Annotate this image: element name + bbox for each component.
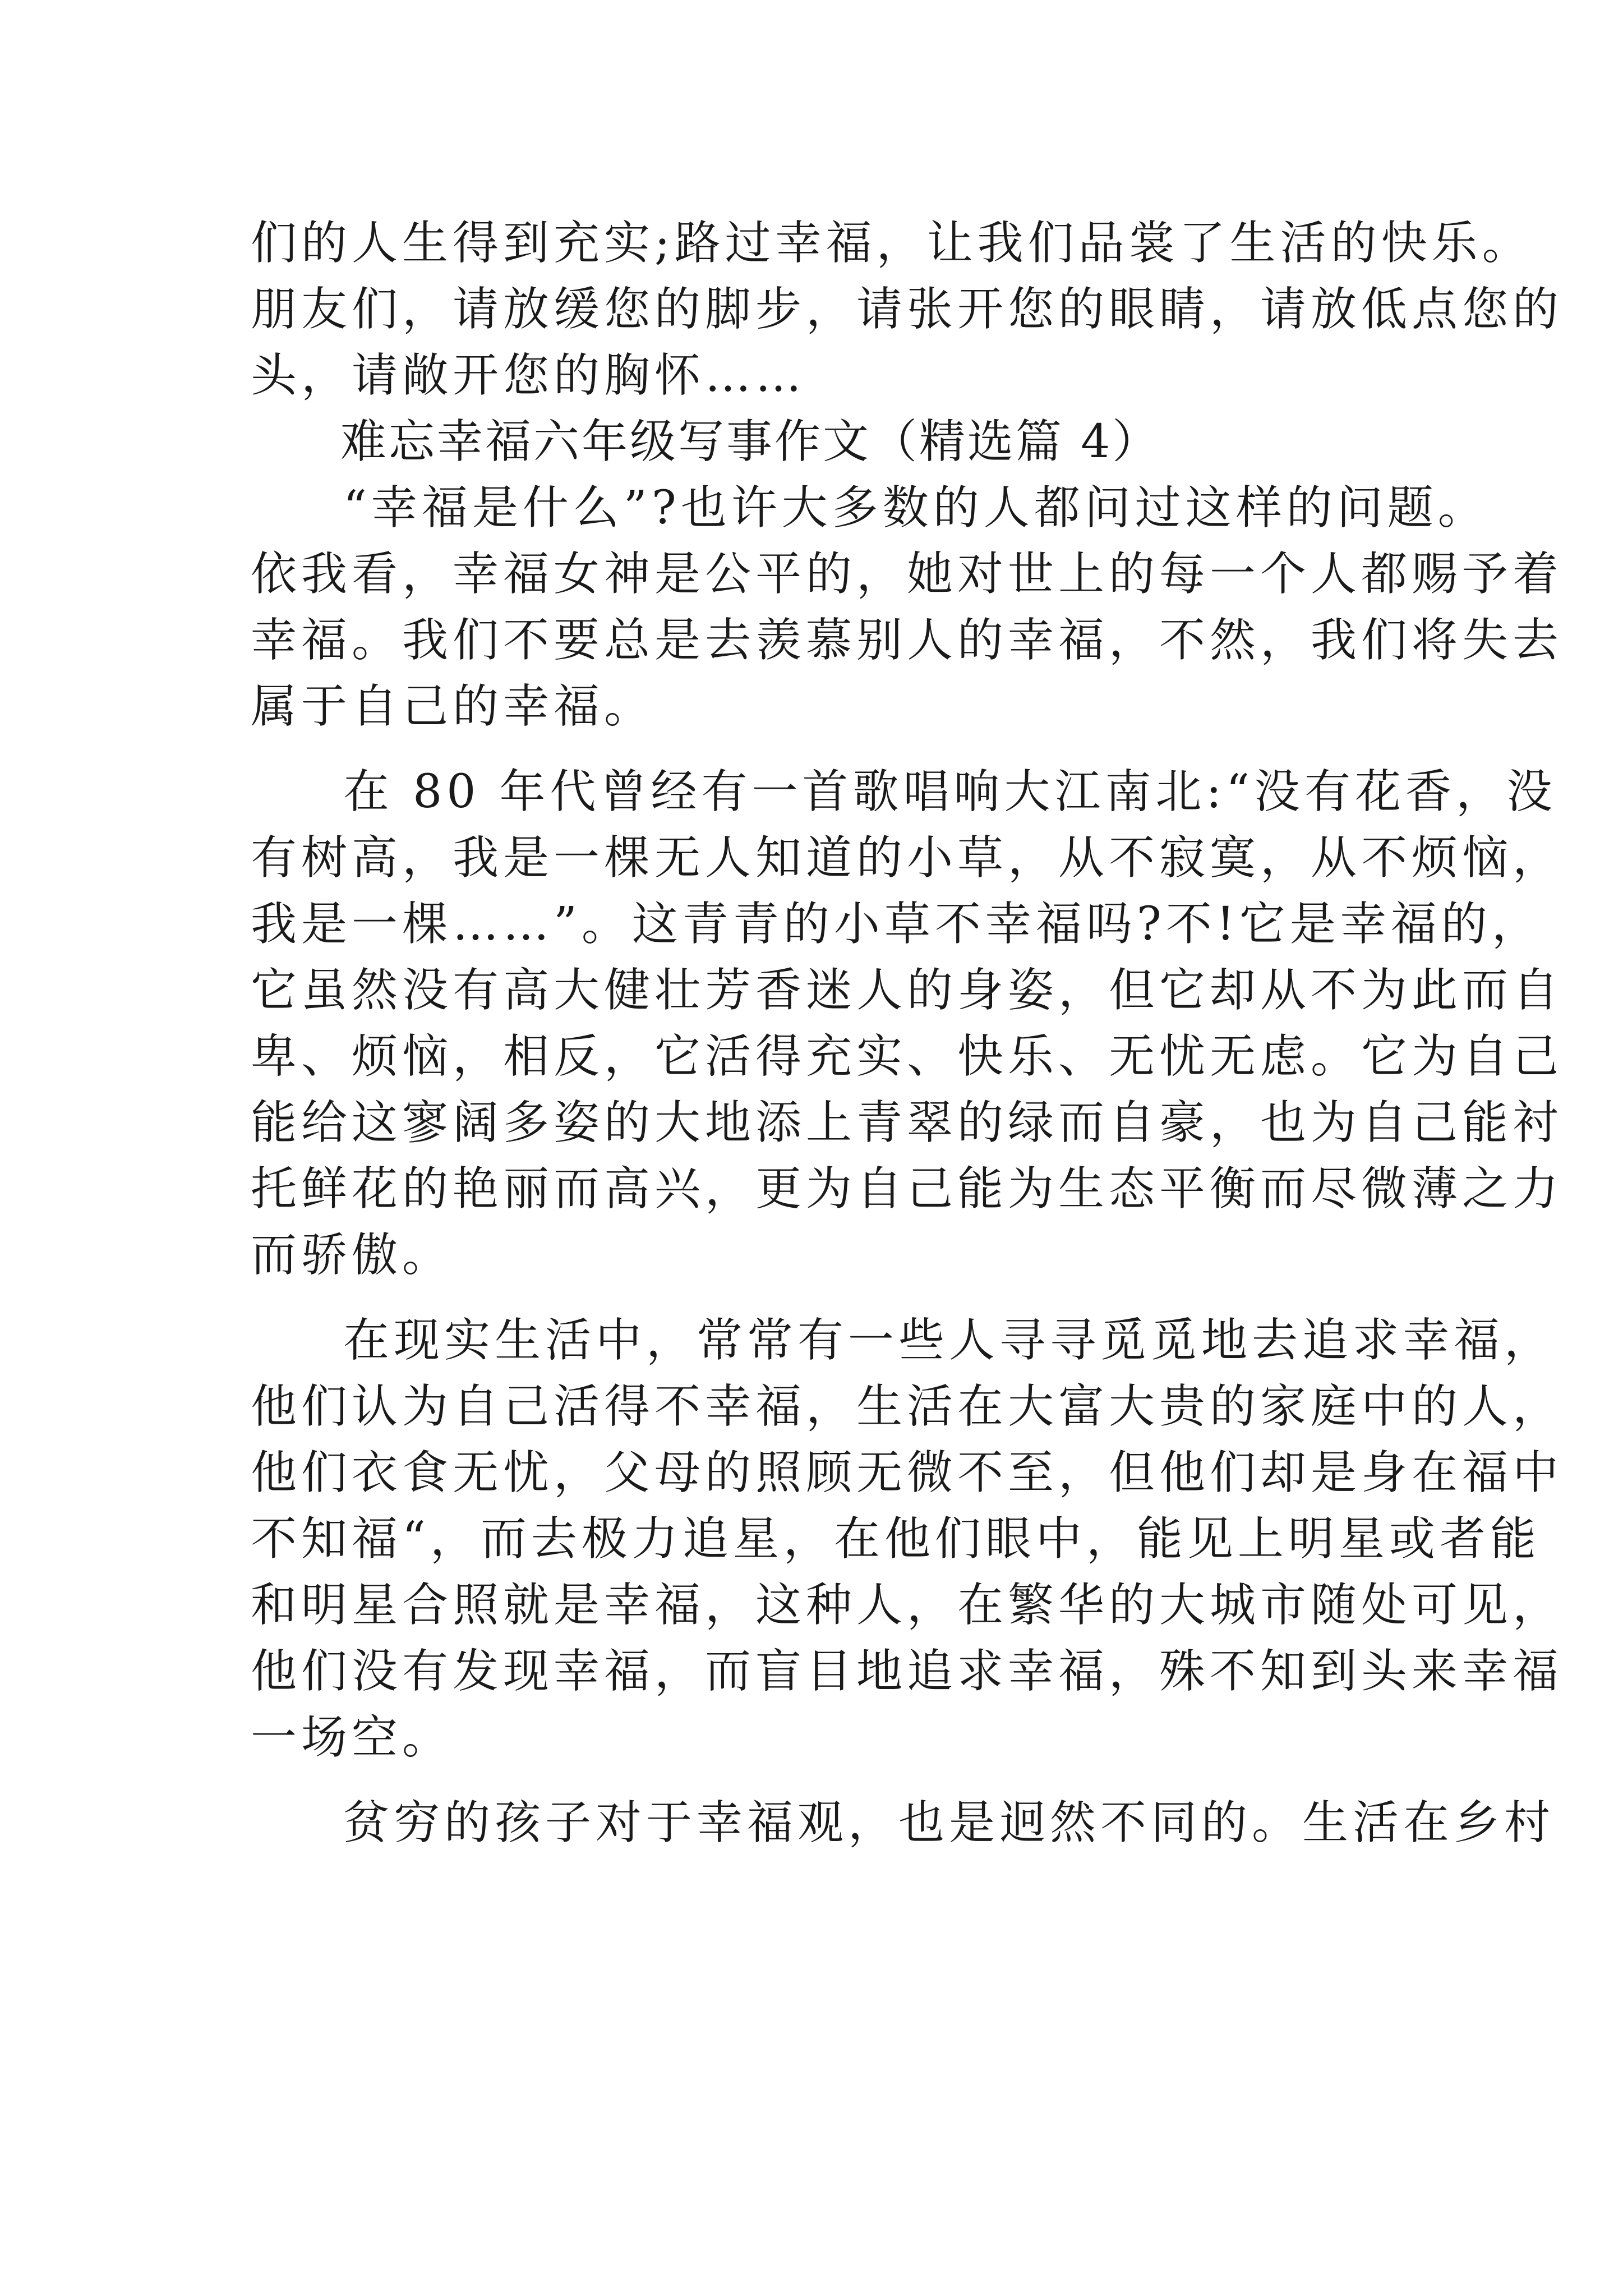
text-line: 托鲜花的艳丽而高兴，更为自己能为生态平衡而尽微薄之力 xyxy=(251,1162,1564,1216)
text-line: 一场空。 xyxy=(251,1711,453,1764)
section-heading xyxy=(251,409,1389,475)
text-line: 我是一棵……”。这青青的小草不幸福吗?不!它是幸福的， xyxy=(251,898,1542,951)
paragraph xyxy=(251,1308,1564,1771)
text-line: 他们衣食无忧，父母的照顾无微不至，但他们却是身在福中 xyxy=(251,1446,1564,1499)
heading-text: 难忘幸福六年级写事作文（精选篇 4） xyxy=(340,415,1161,468)
text-line: 贫穷的孩子对于幸福观，也是迥然不同的。生活在乡村 xyxy=(343,1796,1555,1849)
text-line: 卑、烦恼，相反，它活得充实、快乐、无忧无虑。它为自己 xyxy=(251,1030,1564,1083)
paragraph xyxy=(251,475,1564,740)
text-line: 朋友们，请放缓您的脚步，请张开您的眼睛，请放低点您的 xyxy=(251,283,1564,336)
text-line: 他们认为自己活得不幸福，生活在大富大贵的家庭中的人， xyxy=(251,1380,1564,1433)
text-line: 而骄傲。 xyxy=(251,1228,453,1282)
paragraph-continuation xyxy=(251,210,1564,409)
paragraph xyxy=(251,1790,1555,1856)
document-body xyxy=(251,210,1564,1856)
text-line: 他们没有发现幸福，而盲目地追求幸福，殊不知到头来幸福 xyxy=(251,1645,1564,1698)
text-line: 在 80 年代曾经有一首歌唱响大江南北:“没有花香，没 xyxy=(343,765,1557,818)
text-line: 它虽然没有高大健壮芳香迷人的身姿，但它却从不为此而自 xyxy=(251,964,1564,1017)
text-line: 能给这寥阔多姿的大地添上青翠的绿而自豪，也为自己能衬 xyxy=(251,1096,1564,1149)
text-line: “幸福是什么”?也许大多数的人都问过这样的问题。 xyxy=(343,481,1488,535)
text-line: 在现实生活中，常常有一些人寻寻觅觅地去追求幸福， xyxy=(343,1314,1555,1367)
text-line: 幸福。我们不要总是去羡慕别人的幸福，不然，我们将失去 xyxy=(251,614,1564,667)
text-line: 有树高，我是一棵无人知道的小草，从不寂寞，从不烦恼， xyxy=(251,831,1564,885)
text-line: 们的人生得到充实;路过幸福，让我们品裳了生活的快乐。 xyxy=(251,217,1533,270)
text-line: 依我看，幸福女神是公平的，她对世上的每一个人都赐予着 xyxy=(251,547,1564,601)
text-line: 不知福“，而去极力追星，在他们眼中，能见上明星或者能 xyxy=(251,1512,1541,1566)
text-line: 头，请敞开您的胸怀…… xyxy=(251,349,806,402)
paragraph xyxy=(251,759,1564,1289)
text-line: 和明星合照就是幸福，这种人，在繁华的大城市随处可见， xyxy=(251,1579,1564,1632)
text-line: 属于自己的幸福。 xyxy=(251,680,655,733)
